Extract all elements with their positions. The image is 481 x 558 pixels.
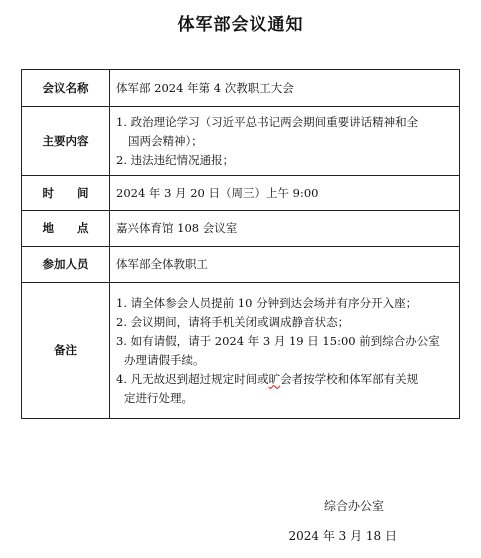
label-place: 地 点 xyxy=(22,211,110,247)
issuer-office: 综合办公室 xyxy=(323,499,384,513)
note-line-4: 办理请假手续。 xyxy=(124,352,205,367)
row-main-content xyxy=(22,107,460,176)
value-time: 2024 年 3 月 20 日（周三）上午 9:00 xyxy=(110,176,460,211)
note-line-5 xyxy=(116,370,453,389)
row-place xyxy=(22,211,460,247)
note-line-3: 3. 如有请假，请于 2024 年 3 月 19 日 15:00 前到综合办公室 xyxy=(116,333,440,348)
note-line-2: 2. 会议期间，请将手机关闭或调成静音状态； xyxy=(116,314,350,329)
note-line-5-part-b: 会者按学校和体军部有关规 xyxy=(280,371,419,386)
value-notes xyxy=(110,283,460,419)
content-line-1: 1. 政治理论学习（习近平总书记两会期间重要讲话精神和全 xyxy=(116,114,419,129)
value-main-content xyxy=(110,107,460,176)
content-line-3: 2. 违法违纪情况通报； xyxy=(116,152,235,167)
notice-title: 体军部会议通知 xyxy=(177,15,304,35)
value-place: 嘉兴体育馆 108 会议室 xyxy=(110,211,460,247)
row-time xyxy=(22,176,460,211)
note-line-6: 定进行处理。 xyxy=(124,390,193,405)
label-meeting-name: 会议名称 xyxy=(22,70,110,107)
label-time: 时 间 xyxy=(22,176,110,211)
row-notes xyxy=(22,283,460,419)
note-line-5-flagged-char: 旷 xyxy=(268,371,281,386)
label-main-content: 主要内容 xyxy=(22,107,110,176)
label-attendees: 参加人员 xyxy=(22,247,110,283)
notice-table xyxy=(21,69,460,419)
value-attendees: 体军部全体教职工 xyxy=(110,247,460,283)
value-meeting-name: 体军部 2024 年第 4 次教职工大会 xyxy=(110,70,460,107)
label-notes: 备注 xyxy=(22,283,110,419)
note-line-1: 1. 请全体参会人员提前 10 分钟到达会场并有序分开入座； xyxy=(116,295,418,310)
row-meeting-name xyxy=(22,70,460,107)
note-line-5-part-a: 4. 凡无故迟到超过规定时间或 xyxy=(116,371,269,386)
issue-date: 2024 年 3 月 18 日 xyxy=(288,529,397,543)
row-attendees xyxy=(22,247,460,283)
content-line-2: 国两会精神）； xyxy=(128,133,203,148)
